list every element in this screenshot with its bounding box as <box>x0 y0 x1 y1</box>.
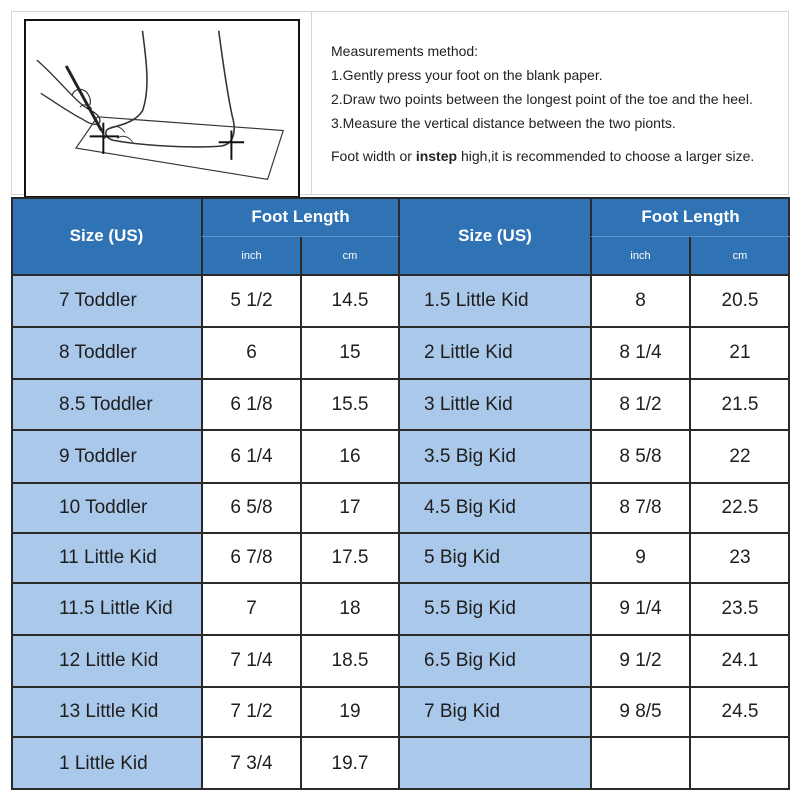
size-tip <box>331 144 791 168</box>
row-divider <box>11 274 790 276</box>
left-inch-cell: 7 <box>202 583 301 635</box>
right-size-cell: 3.5 Big Kid <box>399 430 591 483</box>
table-border-bottom <box>11 788 790 790</box>
left-inch-cell: 6 <box>202 327 301 379</box>
header-subdivider <box>591 236 790 237</box>
column-divider <box>398 197 400 790</box>
row-divider <box>11 532 790 534</box>
instruction-step-2: 2.Draw two points between the longest point of the toe and the heel. <box>331 91 753 107</box>
left-inch-cell: 7 1/4 <box>202 635 301 687</box>
left-inch-cell: 5 1/2 <box>202 275 301 327</box>
left-cm-cell: 18.5 <box>301 635 399 687</box>
right-inch-cell: 8 <box>591 275 690 327</box>
right-size-cell: 7 Big Kid <box>399 687 591 737</box>
left-size-cell: 1 Little Kid <box>11 737 202 790</box>
instructions-heading: Measurements method: <box>331 43 479 59</box>
inch-header-right: inch <box>591 237 690 275</box>
right-cm-cell: 21.5 <box>690 379 790 430</box>
right-size-cell: 6.5 Big Kid <box>399 635 591 687</box>
right-inch-cell: 8 5/8 <box>591 430 690 483</box>
foot-length-header-left: Foot Length <box>202 197 399 237</box>
left-cm-cell: 17.5 <box>301 533 399 583</box>
size-header-left: Size (US) <box>11 197 202 275</box>
left-cm-cell: 19 <box>301 687 399 737</box>
right-cm-cell: 22.5 <box>690 483 790 533</box>
instructions-panel <box>11 11 789 195</box>
column-divider <box>300 237 302 790</box>
right-inch-cell <box>591 737 690 790</box>
row-divider <box>11 634 790 636</box>
table-border-right <box>788 197 790 790</box>
left-inch-cell: 6 5/8 <box>202 483 301 533</box>
right-size-cell: 3 Little Kid <box>399 379 591 430</box>
left-size-cell: 11.5 Little Kid <box>11 583 202 635</box>
header-subdivider <box>202 236 399 237</box>
column-divider <box>590 197 592 790</box>
right-cm-cell: 24.1 <box>690 635 790 687</box>
left-cm-cell: 15 <box>301 327 399 379</box>
foot-measurement-illustration <box>24 19 300 198</box>
right-cm-cell: 23.5 <box>690 583 790 635</box>
table-border-top <box>11 197 790 199</box>
size-tip-start: Foot width or <box>331 148 416 164</box>
left-size-cell: 12 Little Kid <box>11 635 202 687</box>
left-size-cell: 7 Toddler <box>11 275 202 327</box>
row-divider <box>11 686 790 688</box>
left-size-cell: 8.5 Toddler <box>11 379 202 430</box>
left-inch-cell: 6 7/8 <box>202 533 301 583</box>
row-divider <box>11 378 790 380</box>
inch-header-left: inch <box>202 237 301 275</box>
foot-length-header-right: Foot Length <box>591 197 790 237</box>
left-cm-cell: 16 <box>301 430 399 483</box>
left-inch-cell: 6 1/4 <box>202 430 301 483</box>
right-size-cell <box>399 737 591 790</box>
instruction-step-3: 3.Measure the vertical distance between the two pionts. <box>331 115 676 131</box>
row-divider <box>11 326 790 328</box>
right-inch-cell: 8 1/4 <box>591 327 690 379</box>
panel-divider <box>311 12 312 194</box>
right-size-cell: 4.5 Big Kid <box>399 483 591 533</box>
row-divider <box>11 482 790 484</box>
left-size-cell: 10 Toddler <box>11 483 202 533</box>
size-chart-table <box>11 197 790 790</box>
right-cm-cell: 23 <box>690 533 790 583</box>
right-cm-cell: 22 <box>690 430 790 483</box>
right-cm-cell <box>690 737 790 790</box>
right-inch-cell: 9 <box>591 533 690 583</box>
right-cm-cell: 21 <box>690 327 790 379</box>
column-divider <box>689 237 691 790</box>
left-size-cell: 9 Toddler <box>11 430 202 483</box>
left-cm-cell: 19.7 <box>301 737 399 790</box>
row-divider <box>11 582 790 584</box>
right-inch-cell: 9 1/4 <box>591 583 690 635</box>
right-size-cell: 5.5 Big Kid <box>399 583 591 635</box>
left-size-cell: 8 Toddler <box>11 327 202 379</box>
left-inch-cell: 6 1/8 <box>202 379 301 430</box>
left-cm-cell: 17 <box>301 483 399 533</box>
left-size-cell: 11 Little Kid <box>11 533 202 583</box>
right-size-cell: 2 Little Kid <box>399 327 591 379</box>
cm-header-right: cm <box>690 237 790 275</box>
right-inch-cell: 8 7/8 <box>591 483 690 533</box>
right-cm-cell: 24.5 <box>690 687 790 737</box>
instruction-step-1: 1.Gently press your foot on the blank paper. <box>331 67 603 83</box>
row-divider <box>11 429 790 431</box>
right-size-cell: 5 Big Kid <box>399 533 591 583</box>
left-cm-cell: 18 <box>301 583 399 635</box>
column-divider <box>201 197 203 790</box>
row-divider <box>11 736 790 738</box>
left-size-cell: 13 Little Kid <box>11 687 202 737</box>
left-cm-cell: 15.5 <box>301 379 399 430</box>
right-cm-cell: 20.5 <box>690 275 790 327</box>
size-tip-emphasis: instep <box>415 148 458 164</box>
right-inch-cell: 8 1/2 <box>591 379 690 430</box>
measurement-instructions <box>331 39 791 168</box>
table-border-left <box>11 197 13 790</box>
left-inch-cell: 7 3/4 <box>202 737 301 790</box>
right-inch-cell: 9 8/5 <box>591 687 690 737</box>
size-header-right: Size (US) <box>399 197 591 275</box>
left-cm-cell: 14.5 <box>301 275 399 327</box>
right-size-cell: 1.5 Little Kid <box>399 275 591 327</box>
cm-header-left: cm <box>301 237 399 275</box>
size-tip-end: high,it is recommended to choose a larger size. <box>457 148 755 164</box>
left-inch-cell: 7 1/2 <box>202 687 301 737</box>
right-inch-cell: 9 1/2 <box>591 635 690 687</box>
